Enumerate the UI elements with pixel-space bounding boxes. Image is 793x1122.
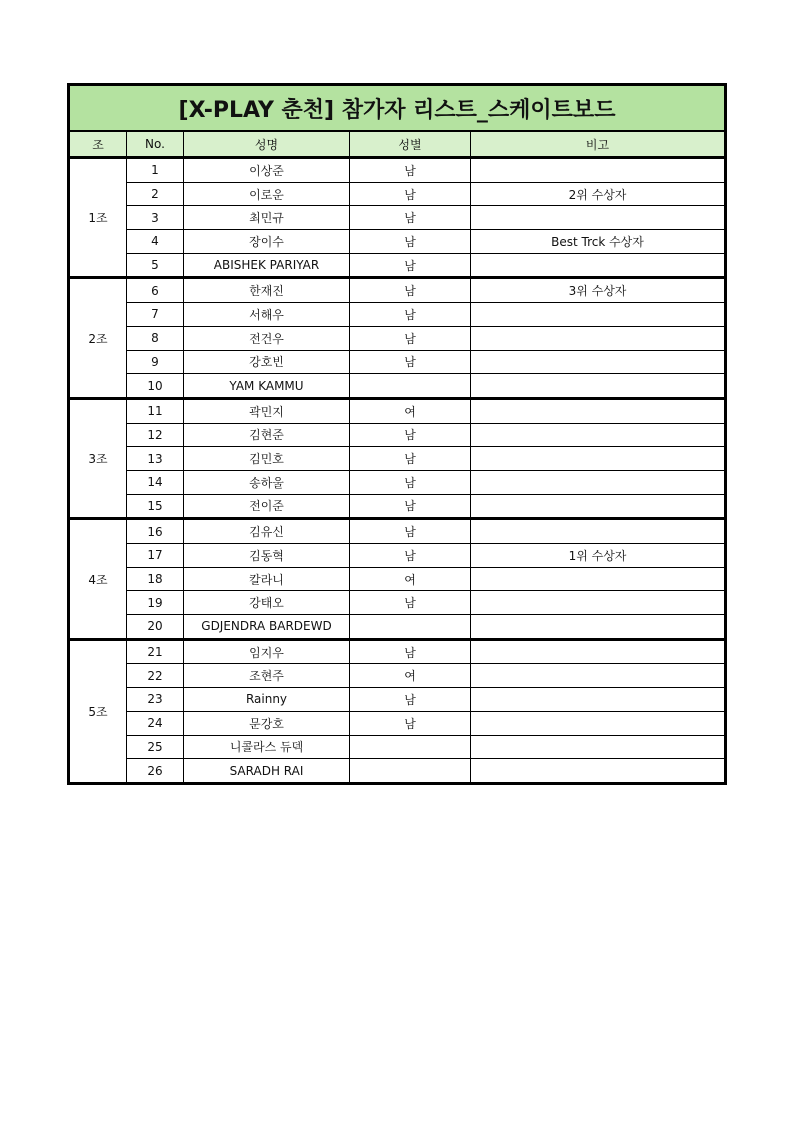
cell-name: Rainny — [184, 688, 350, 712]
table-row — [69, 735, 726, 759]
cell-gender: 남 — [350, 711, 471, 735]
table-row — [69, 447, 726, 471]
cell-no: 25 — [127, 735, 184, 759]
cell-no: 20 — [127, 615, 184, 640]
cell-name: 김유신 — [184, 519, 350, 544]
cell-note — [471, 253, 726, 278]
header-name: 성명 — [184, 131, 350, 158]
table-row — [69, 182, 726, 206]
cell-no: 23 — [127, 688, 184, 712]
table-body — [69, 158, 726, 784]
cell-no: 15 — [127, 494, 184, 519]
table-row — [69, 206, 726, 230]
table-row — [69, 544, 726, 568]
cell-note — [471, 567, 726, 591]
group-label: 1조 — [69, 158, 127, 278]
cell-gender: 남 — [350, 470, 471, 494]
cell-name: 한재진 — [184, 278, 350, 303]
table-row — [69, 278, 726, 303]
cell-no: 22 — [127, 664, 184, 688]
cell-no: 3 — [127, 206, 184, 230]
table-row — [69, 230, 726, 254]
cell-no: 21 — [127, 639, 184, 664]
table-row — [69, 398, 726, 423]
cell-no: 5 — [127, 253, 184, 278]
table-row — [69, 567, 726, 591]
cell-note — [471, 447, 726, 471]
cell-name: 송하울 — [184, 470, 350, 494]
table-row — [69, 519, 726, 544]
cell-no: 8 — [127, 326, 184, 350]
cell-no: 13 — [127, 447, 184, 471]
cell-name: 조현주 — [184, 664, 350, 688]
cell-gender: 남 — [350, 544, 471, 568]
cell-note — [471, 303, 726, 327]
cell-gender — [350, 735, 471, 759]
cell-note — [471, 615, 726, 640]
cell-note — [471, 326, 726, 350]
cell-name: ABISHEK PARIYAR — [184, 253, 350, 278]
cell-name: GDJENDRA BARDEWD — [184, 615, 350, 640]
cell-gender — [350, 374, 471, 399]
cell-name: 서해우 — [184, 303, 350, 327]
table-row — [69, 494, 726, 519]
cell-name: 최민규 — [184, 206, 350, 230]
table-row — [69, 688, 726, 712]
cell-name: 곽민지 — [184, 398, 350, 423]
header-note: 비고 — [471, 131, 726, 158]
group-label: 5조 — [69, 639, 127, 783]
cell-gender: 남 — [350, 423, 471, 447]
cell-gender: 남 — [350, 230, 471, 254]
cell-no: 4 — [127, 230, 184, 254]
cell-name: 이상준 — [184, 158, 350, 183]
cell-no: 1 — [127, 158, 184, 183]
cell-gender: 남 — [350, 688, 471, 712]
header-group: 조 — [69, 131, 127, 158]
cell-name: YAM KAMMU — [184, 374, 350, 399]
cell-no: 6 — [127, 278, 184, 303]
cell-no: 11 — [127, 398, 184, 423]
cell-note — [471, 494, 726, 519]
cell-gender: 남 — [350, 158, 471, 183]
cell-no: 18 — [127, 567, 184, 591]
cell-name: 강태오 — [184, 591, 350, 615]
table-row — [69, 615, 726, 640]
table-row — [69, 423, 726, 447]
cell-note — [471, 350, 726, 374]
cell-note: 3위 수상자 — [471, 278, 726, 303]
cell-note: Best Trck 수상자 — [471, 230, 726, 254]
table-row — [69, 253, 726, 278]
cell-gender: 남 — [350, 182, 471, 206]
cell-gender: 여 — [350, 398, 471, 423]
cell-gender: 남 — [350, 326, 471, 350]
cell-note — [471, 639, 726, 664]
table-row — [69, 711, 726, 735]
header-no: No. — [127, 131, 184, 158]
table-row — [69, 639, 726, 664]
cell-name: 임지우 — [184, 639, 350, 664]
cell-note — [471, 374, 726, 399]
cell-note — [471, 398, 726, 423]
cell-no: 16 — [127, 519, 184, 544]
cell-no: 12 — [127, 423, 184, 447]
cell-note: 2위 수상자 — [471, 182, 726, 206]
cell-gender: 여 — [350, 567, 471, 591]
cell-name: 니콜라스 듀덱 — [184, 735, 350, 759]
cell-name: 칼라니 — [184, 567, 350, 591]
group-label: 2조 — [69, 278, 127, 398]
table-row — [69, 664, 726, 688]
cell-gender: 남 — [350, 253, 471, 278]
cell-gender: 남 — [350, 303, 471, 327]
cell-gender: 남 — [350, 591, 471, 615]
cell-note — [471, 206, 726, 230]
table-row — [69, 374, 726, 399]
table-row — [69, 470, 726, 494]
cell-name: 김현준 — [184, 423, 350, 447]
cell-note — [471, 423, 726, 447]
cell-name: 문강호 — [184, 711, 350, 735]
cell-name: 강호빈 — [184, 350, 350, 374]
cell-no: 26 — [127, 759, 184, 784]
cell-note — [471, 470, 726, 494]
cell-name: 장이수 — [184, 230, 350, 254]
cell-name: 김동혁 — [184, 544, 350, 568]
cell-note — [471, 519, 726, 544]
cell-gender — [350, 615, 471, 640]
cell-no: 10 — [127, 374, 184, 399]
cell-no: 19 — [127, 591, 184, 615]
cell-note — [471, 664, 726, 688]
table-row — [69, 759, 726, 784]
cell-name: SARADH RAI — [184, 759, 350, 784]
cell-note: 1위 수상자 — [471, 544, 726, 568]
cell-no: 24 — [127, 711, 184, 735]
cell-gender: 여 — [350, 664, 471, 688]
cell-no: 17 — [127, 544, 184, 568]
table-row — [69, 326, 726, 350]
cell-name: 전이준 — [184, 494, 350, 519]
cell-name: 이로운 — [184, 182, 350, 206]
cell-name: 김민호 — [184, 447, 350, 471]
cell-note — [471, 759, 726, 784]
cell-gender: 남 — [350, 447, 471, 471]
cell-no: 9 — [127, 350, 184, 374]
cell-gender: 남 — [350, 519, 471, 544]
sheet-title: [X-PLAY 춘천] 참가자 리스트_스케이트보드 — [69, 85, 726, 132]
cell-gender: 남 — [350, 350, 471, 374]
cell-gender: 남 — [350, 206, 471, 230]
cell-no: 7 — [127, 303, 184, 327]
table-row — [69, 591, 726, 615]
cell-note — [471, 735, 726, 759]
cell-note — [471, 688, 726, 712]
group-label: 4조 — [69, 519, 127, 639]
cell-gender: 남 — [350, 639, 471, 664]
header-gender: 성별 — [350, 131, 471, 158]
cell-note — [471, 591, 726, 615]
table-row — [69, 158, 726, 183]
participant-table — [67, 83, 727, 785]
cell-note — [471, 711, 726, 735]
cell-gender — [350, 759, 471, 784]
cell-no: 14 — [127, 470, 184, 494]
cell-gender: 남 — [350, 494, 471, 519]
cell-gender: 남 — [350, 278, 471, 303]
table-row — [69, 303, 726, 327]
cell-no: 2 — [127, 182, 184, 206]
cell-note — [471, 158, 726, 183]
cell-name: 전건우 — [184, 326, 350, 350]
table-row — [69, 350, 726, 374]
group-label: 3조 — [69, 398, 127, 518]
